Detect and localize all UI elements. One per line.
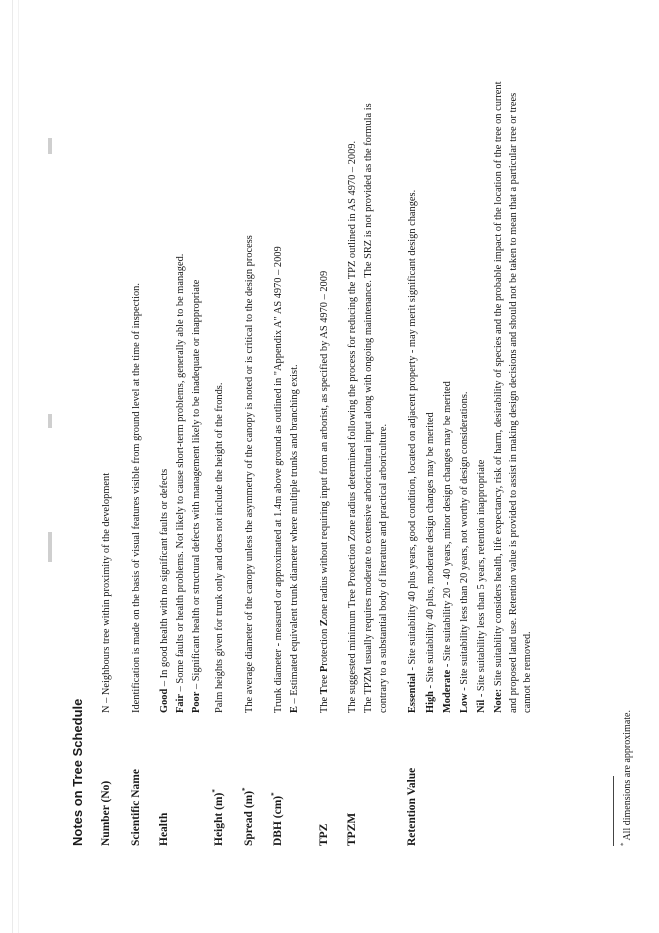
label-retention-value: Retention Value xyxy=(406,767,418,846)
text-tpz: The Tree Protection Zone radius without requiring input from an arborist, as specified by AS 4970 – 2009 xyxy=(319,270,330,713)
text-dbh-1: Trunk diameter - measured or approximated at 1.4m above ground as outlined in "Appendix A" AS 4970 – 2009 xyxy=(273,246,284,713)
footnote: * All dimensions are approximate. xyxy=(619,710,633,846)
text-retention-nil: Nil - Site suitability less than 5 years, retention inappropriate xyxy=(476,459,487,713)
label-spread: Spread (m)* xyxy=(241,787,255,846)
label-scientific-name: Scientific Name xyxy=(130,769,142,846)
text-retention-moderate: Moderate - Site suitability 20 - 40 years, minor design changes may be merited xyxy=(442,381,453,713)
text-spread: The average diameter of the canopy unless the asymmetry of the canopy is noted or is critical to the design process xyxy=(244,235,255,713)
text-dbh-2: E – Estimated equivalent trunk diameter where multiple trunks and branching exist. xyxy=(289,364,300,713)
term-fair: Fair xyxy=(175,693,186,713)
label-number: Number (No) xyxy=(100,780,112,846)
text-retention-note: Note: Site suitability considers health, life expectancy, risk of harm, desirability of species and the probable impact of the location of the tree on current and proposed land use. Retention value is provided to assist in making design decisions and should not be taken to mean that a particular tree or trees cannot be removed. xyxy=(493,81,533,713)
label-dbh: DBH (cm)* xyxy=(270,792,284,846)
text-tpzm-1: The suggested minimum Tree Protection Zone radius determined following the process for reducing the TPZ outlined in AS 4970 – 2009. xyxy=(347,140,358,713)
label-tpz: TPZ xyxy=(318,823,330,846)
text-retention-essential: Essential - Site suitability 40 plus years, good condition, located on adjacent property - may merit significant design changes. xyxy=(407,189,418,713)
label-health: Health xyxy=(158,812,170,846)
page-title: Notes on Tree Schedule xyxy=(70,698,85,846)
text-retention-low: Low - Site suitability less than 20 years, not worthy of design considerations. xyxy=(459,391,470,713)
term-good: Good xyxy=(159,688,170,713)
term-poor: Poor xyxy=(191,691,202,713)
text-health-fair: Fair – Some faults or health problems. Not likely to cause short-term problems, generally able to be managed. xyxy=(175,253,186,713)
text-number: N – Neighbours tree within proximity of the development xyxy=(101,472,112,713)
label-tpzm: TPZM xyxy=(346,812,358,846)
label-height: Height (m)* xyxy=(211,789,225,846)
text-scientific-name: Identification is made on the basis of visual features visible from ground level at the time of inspection. xyxy=(131,283,142,713)
text-health-poor: Poor – Significant health or structural defects with management likely to be inadequate or inappropriate xyxy=(191,279,202,713)
footnote-rule xyxy=(613,776,614,846)
text-retention-high: High - Site suitability 40 plus, moderate design changes may be merited xyxy=(425,412,436,713)
text-tpzm-2: The TPZM usually requires moderate to extensive arboricultural input along with ongoing maintenance. The SRZ is not provided as the formula is contrary to a substantial body of literature and practical arboriculture. xyxy=(363,103,389,713)
text-health-good: Good – In good health with no significant faults or defects xyxy=(159,468,170,713)
text-height: Palm heights given for trunk only and does not include the height of the fronds. xyxy=(214,382,225,713)
